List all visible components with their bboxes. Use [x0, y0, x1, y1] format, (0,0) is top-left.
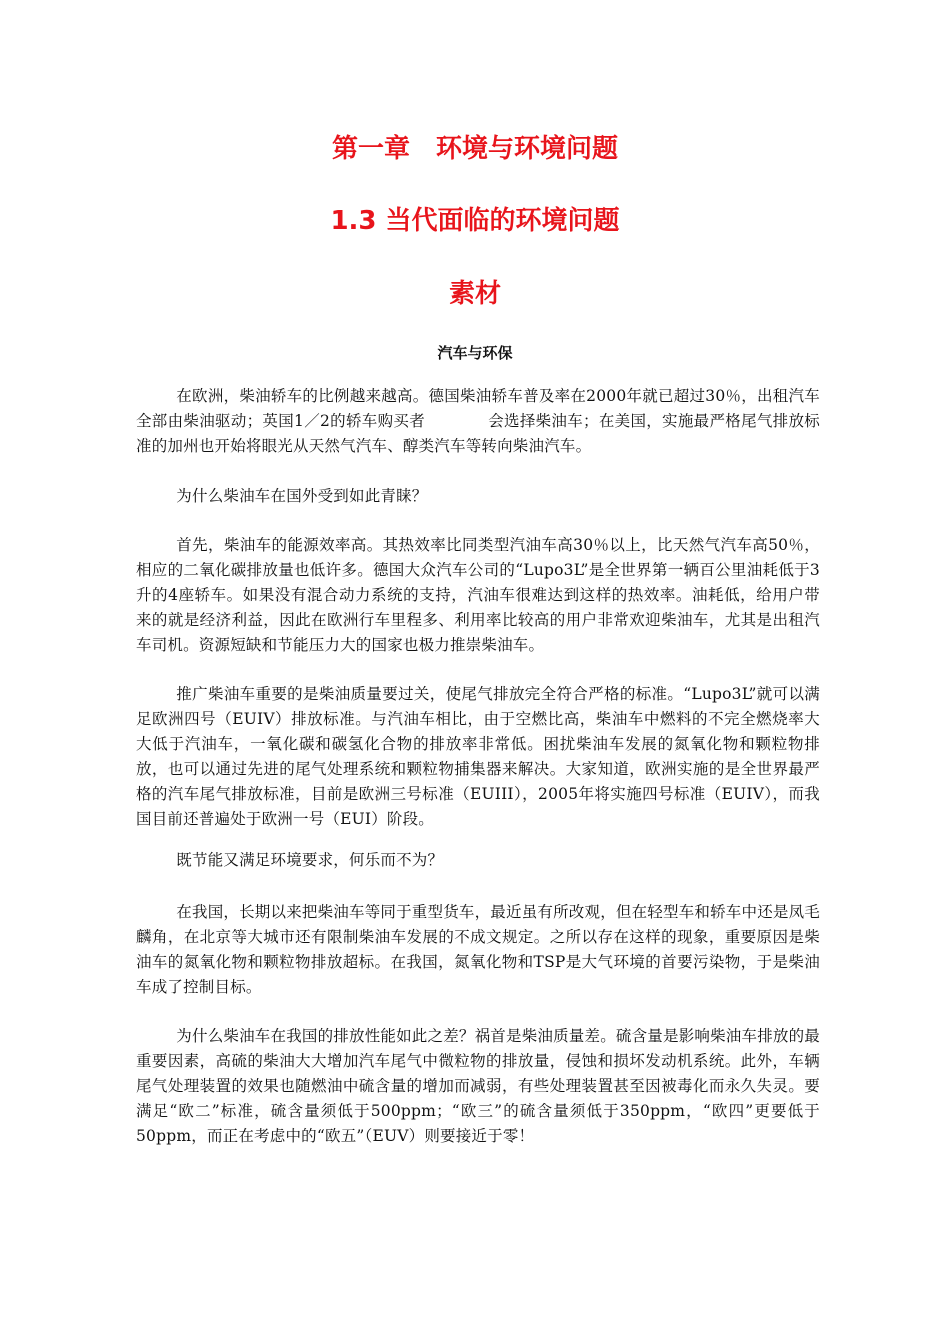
material-label: 素材 [448, 279, 501, 309]
paragraph-fuel-quality: 推广柴油车重要的是柴油质量要过关，使尾气排放完全符合严格的标准。“Lupo3L”就可以满足欧洲四号（EUIV）排放标准。与汽油车相比，由于空燃比高，柴油车中燃料的不完全燃烧率大大低于汽油车，一氧化碳和碳氢化合物的排放率非常低。困扰柴油车发展的氮氧化物和颗粒物排放，也可以通过先进的尾气处理系统和颗粒物捕集器来解决。大家知道，欧洲实施的是全世界最严格的汽车尾气排放标准，目前是欧洲三号标准（EUIII），2005年将实施四号标准（EUIV），而我国目前还普遍处于欧洲一号（EUI）阶段。 [136, 685, 820, 828]
paragraph-energy-efficiency: 首先，柴油车的能源效率高。其热效率比同类型汽油车高30％以上，比天然气汽车高50％，相应的二氧化碳排放量也低许多。德国大众汽车公司的“Lupo3L”是全世界第一辆百公里油耗低于3升的4座轿车。如果没有混合动力系统的支持，汽油车很难达到这样的热效率。油耗低，给用户带来的就是经济利益，因此在欧洲行车里程多、利用率比较高的用户非常欢迎柴油车，尤其是出租汽车司机。资源短缺和节能压力大的国家也极力推崇柴油车。 [136, 536, 820, 654]
section-title: 1.3 当代面临的环境问题 [330, 206, 620, 236]
paragraph-sulfur-content: 为什么柴油车在我国的排放性能如此之差？祸首是柴油质量差。硫含量是影响柴油车排放的最重要因素，高硫的柴油大大增加汽车尾气中微粒物的排放量，侵蚀和损坏发动机系统。此外，车辆尾气处理装置的效果也随燃油中硫含量的增加而减弱，有些处理装置甚至因被毒化而永久失灵。要满足“欧二”标准，硫含量须低于500ppm；“欧三”的硫含量须低于350ppm，“欧四”更要低于50ppm，而正在考虑中的“欧五”（EUV）则要接近于零！ [136, 1027, 820, 1145]
paragraph-rhetorical: 既节能又满足环境要求，何乐而不为？ [176, 851, 444, 869]
chapter-title: 第一章 环境与环境问题 [331, 134, 618, 164]
paragraph-europe-diesel: 在欧洲，柴油轿车的比例越来越高。德国柴油轿车普及率在2000年就已超过30％，出租汽车全部由柴油驱动；英国1／2的轿车购买者 会选择柴油车；在美国，实施最严格尾气排放标准的加州也开始将眼光从天然气汽车、醇类汽车等转向柴油汽车。 [136, 387, 820, 455]
paragraph-question-why: 为什么柴油车在国外受到如此青睐？ [176, 487, 428, 505]
article-title: 汽车与环保 [437, 344, 513, 362]
paragraph-china-situation: 在我国，长期以来把柴油车等同于重型货车，最近虽有所改观，但在轻型车和轿车中还是凤毛麟角，在北京等大城市还有限制柴油车发展的不成文规定。之所以存在这样的现象，重要原因是柴油车的氮氧化物和颗粒物排放超标。在我国，氮氧化物和TSP是大气环境的首要污染物，于是柴油车成了控制目标。 [136, 903, 820, 996]
